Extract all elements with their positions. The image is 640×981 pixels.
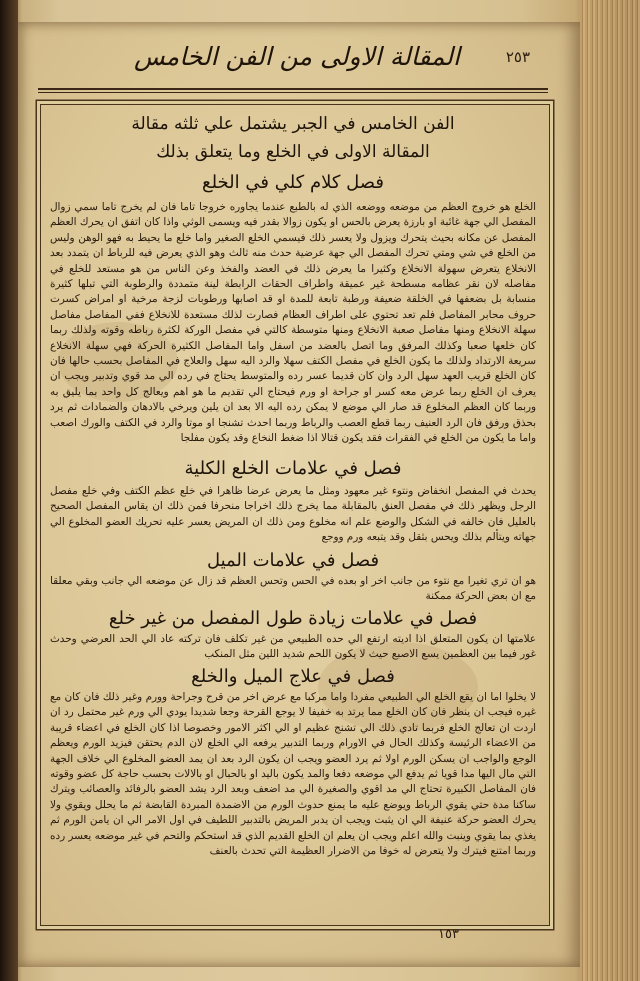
header-rule	[38, 88, 548, 90]
section-body-5: لا يخلوا اما ان يقع الخلع الي الطبيعي مفردا واما مركبا مع عرض اخر من قرح وجراحة وورم وغير ذلك فان كان مع غيره فيجب ان ينظر فان كان الخلع مما يرتد به خفيفا لا يوجع القرحة وجعا شديدا يودي الي ورم غير محتمل رد ان اردت ان تعالج الخلع فربما تادي ذلك الي تشنج عظيم او الي اكثر الامور وخصوصا اذا كان الخلع في اعضاء قريبة من الاعضاء الرئيسة وكذلك الحال في الاورام وربما التدبير يرفعه الي الخلع لان الدم يحتقن فيزيد الورم ويعظم الوجع والواجب ان يسكن الورم اولا ثم يرد العضو ويجب ان يكون الرد بعد ان يمد العضو المخلوع الي خلاف الجهة التي مال اليها مدا قويا ثم يدفع الي موضعه دفعا والمد يكون باليد او بالحبال او بالالات بحسب حاجة كل عضو وقوته فان المفاصل الكبيرة تحتاج الي مد اقوي والصغيرة الي مد اضعف وبعد الرد يشد العضو بالرفائد والعصائب ويترك ساكنا مدة حتي يقوي الرباط ويوضع عليه ما يمنع حدوث الورم من الاضمدة المبردة القابضة ثم ما يحلل ويقوي ولا يحرك العضو حركة عنيفة الي ان يثبت ويجب ان يدبر المريض بالتدبير اللطيف في اول الامر الي ان يامن الورم ثم يغذي بما يقوي وينبت والله اعلم ويجب ان يعلم ان الخلع القديم الذي قد استحكم والتحم في غير موضعه يعسر رده وربما امتنع فيترك ولا يتعرض له خوفا من الاضرار العظيمة التي تحدث بالعنف	[50, 691, 536, 858]
manuscript-page	[18, 22, 580, 967]
section-title-5: فصل في علاج الميل والخلع	[191, 666, 395, 687]
section-body-2: يحدث في المفصل انخفاض ونتوء غير معهود ومثل ما يعرض عرضا ظاهرا في خلع عظم الكتف وفي خلع مفصل الرجل ويظهر ذلك في مفصل العنق بالمقابلة مما يخرج ذلك اخراجا منحرفا فمن ذلك ان يقاس المفصل الصحيح بالعليل فان خالفه في الشكل والوضع علم انه مخلوع ومن ذلك ان المريض يعسر عليه تحريك العضو المخلوع الي جهاته ويتألم بذلك ويحس بثقل وقد يتبعه ورم ووجع	[50, 485, 536, 544]
page-edges	[580, 0, 640, 981]
section-title-3: فصل في علامات الميل	[206, 550, 380, 571]
section-body-4: علامتها ان يكون المتعلق اذا اديته ارتفع الي حده الطبيعي من غير تكلف فان تركته عاد الي الحد العرضي وحدث غور فيما بين العظمين يسع الاصبع حيث لا يكون اللحم شديد اللين مثل المنكب	[50, 633, 536, 661]
page-number: ٢٥٣	[505, 48, 530, 66]
section-body-3: هو ان تري تغيرا مع نتوء من جانب اخر او بعده في الحس وتحس العظم قد زال عن موضعه الي جانب وبقي معلقا مع ان بعض الحركة ممكنة	[50, 575, 536, 603]
running-title: المقالة الاولى من الفن الخامس	[133, 42, 460, 71]
section-title-1: فصل كلام كلي في الخلع	[202, 172, 384, 193]
book-gutter	[0, 0, 18, 981]
folio-number: ١٥٣	[438, 927, 459, 942]
section-body-1: الخلع هو خروج العظم من موضعه ووضعه الذي له بالطبع عندما يجاوره خروجا تاما فان لم يخرج تاما سمي زوال المفصل الي جهة غائبة او بارزة يعرض بالحس او يكون زوالا بقدر فيه ويسمى الوثي واذا كان اتفق ان يحرك العظم المفصل عن مكانه بحيث يتحرك ويزول ولا يعسر ذلك فيسمي الخلع الصغير واما خلع ما يحيط به فهو الوهن وليس من الخلع في شي ومتي تحرك المفصل الي جهة عرضية حدث منه ثالث وهو الذي يعرض فيه للرباط ان يتمدد بعد الانخلاع يتعرض سهولة الانخلاع وكثيرا ما يعرض ذلك في العضد والفخذ وعن الناس من هو مستعد للخلع في مفاصله لان نقر عظامه مسطحة غير عميقة واطراف الحقات الرابطة لينة متمددة والرطوبة التي تبلها كثيرة منسابة بل بضعفها في الخلقة ضعيفة ورطبة تابعة للمدة او قد اصابها ورطوبات لزجة مرخية او امراض كسرت حروف محابر المفاصل فلم تعد تحتوي على اطراف العظام فصارت لذلك مستعدة للانخلاع ففي المفاصل مفاصل سهلة الانخلاع ومنها مفاصل صعبة الانخلاع ومنها متوسطة كالتي في مفصل الوركة لكثرة رباطه وقوته ولذلك ربما كان خلعها صعبا وكذلك المرفق وما اتصل بالعضد من اسفل واما المفاصل الكثيرة الحركة فهي سهلة الانخلاع سريعة الارتداد ولذلك ما يكون الخلع في مفصل الكتف سهلا والرد اليه سهل والعلاج في المفاصل بحسب حالها فان كان الخلع قريب العهد سهل الرد وان كان قديما عسر رده والمتوسط يحتاج في رده الي مد قوي وتدبير ويجب ان يعرف ان الخلع ربما عرض معه كسر او جراحة او ورم فيحتاج الي تقديم ما هو اهم ويعالج كل واحد بما يليق به وربما كان العظم المخلوع قد صار الي موضع لا يمكن رده اليه الا بعد ان يلين ويرخي بالادهان والضمادات ثم يرد بحذق ورفق فان الرد العنيف ربما قطع العصب والرباط وربما احدث تشنجا او موتا والرد في الكتف والورك اصعب واما ما يكون من الخلع في الفقرات فقد يكون قتالا اذا ضغط النخاع وقد يكون مفلجا	[50, 201, 536, 445]
part-heading: الفن الخامس في الجبر يشتمل علي ثلثه مقالة	[131, 114, 455, 134]
section-title-4: فصل في علامات زيادة طول المفصل من غير خلع	[108, 608, 478, 629]
section-title-2: فصل في علامات الخلع الكلية	[184, 458, 402, 479]
header-rule-thin	[38, 92, 548, 93]
article-heading: المقالة الاولى في الخلع وما يتعلق بذلك	[156, 142, 430, 162]
